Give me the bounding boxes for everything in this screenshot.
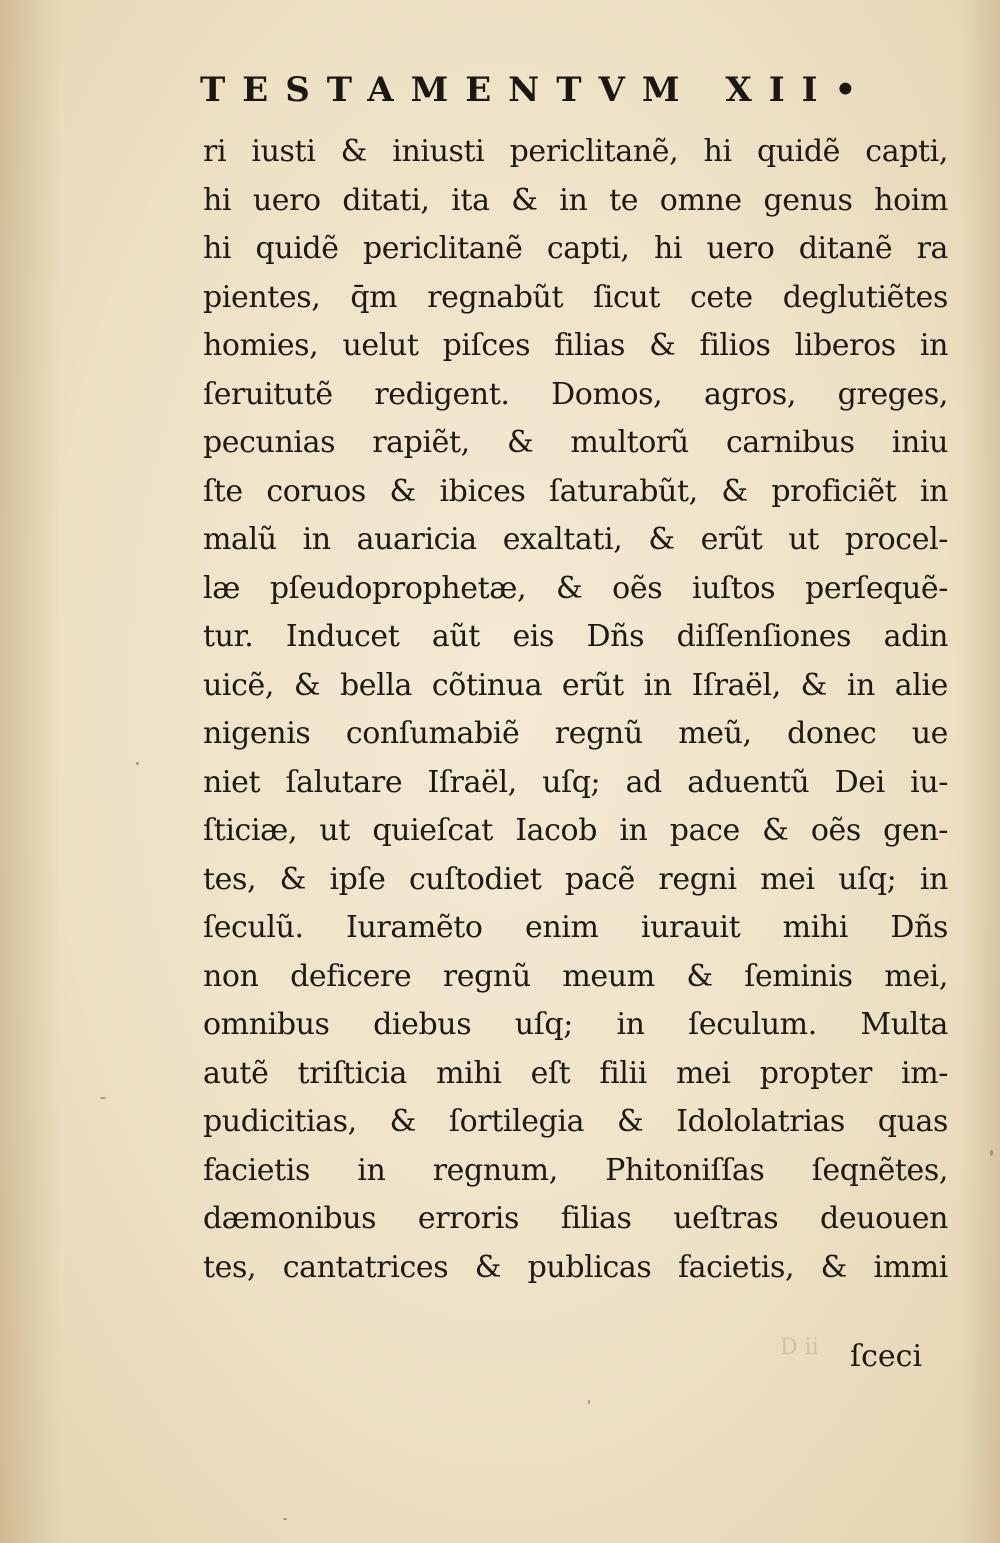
catchword: ſceci bbox=[850, 1339, 923, 1374]
text-line: malũ in auaricia exaltati, & erũt ut procel- bbox=[203, 522, 948, 557]
text-line: facietis in regnum, Phitoniſſas ſeqnẽtes, bbox=[203, 1152, 948, 1188]
text-line: læ pſeudoprophetæ, & oẽs iuſtos perſequẽ- bbox=[203, 570, 948, 606]
text-line: pecunias rapiẽt, & multorũ carnibus iniu bbox=[203, 425, 948, 460]
text-line: autẽ triſticia mihi eſt filii mei propter im- bbox=[203, 1055, 948, 1091]
text-line: nigenis conſumabiẽ regnũ meũ, donec ue bbox=[203, 716, 948, 751]
text-line: niet ſalutare Iſraël, uſq; ad aduentũ Dei iu- bbox=[203, 764, 948, 800]
text-line: ri iusti & iniusti periclitanẽ, hi quidẽ capti, bbox=[203, 134, 948, 169]
text-line: hi uero ditati, ita & in te omne genus hoim bbox=[203, 182, 948, 218]
running-header: TESTAMENTVM XII• bbox=[200, 70, 874, 110]
text-line: pientes, q̄m regnabũt ſicut cete deglutiẽtes bbox=[203, 279, 948, 315]
faint-signature-mark: D ii bbox=[780, 1335, 819, 1360]
paper-speck bbox=[283, 1518, 287, 1520]
text-line: tes, cantatrices & publicas facietis, & immi bbox=[203, 1249, 948, 1285]
text-line: omnibus diebus uſq; in ſeculum. Multa bbox=[203, 1007, 948, 1042]
text-line: uicẽ, & bella cõtinua erũt in Iſraël, & in alie bbox=[203, 667, 948, 703]
text-line: hi quidẽ periclitanẽ capti, hi uero ditanẽ ra bbox=[203, 231, 948, 266]
text-line: pudicitias, & ſortilegia & Idololatrias quas bbox=[203, 1104, 948, 1139]
paper-speck bbox=[588, 1400, 590, 1404]
text-line: homies, uelut piſces filias & filios liberos in bbox=[203, 328, 948, 363]
text-line: tes, & ipſe cuſtodiet pacẽ regni mei uſq; in bbox=[203, 861, 948, 897]
paper-speck bbox=[100, 1097, 106, 1099]
text-line: ſte coruos & ibices ſaturabũt, & proficiẽt in bbox=[203, 473, 948, 509]
paper-speck bbox=[136, 762, 139, 765]
text-line: dæmonibus erroris filias ueſtras deuouen bbox=[203, 1201, 948, 1236]
text-line: tur. Inducet aũt eis Dñs diſſenſiones adin bbox=[203, 619, 948, 654]
text-line: ſticiæ, ut quieſcat Iacob in pace & oẽs gen- bbox=[203, 813, 948, 848]
paper-speck bbox=[990, 1150, 993, 1156]
text-line: ſeculũ. Iuramẽto enim iurauit mihi Dñs bbox=[203, 910, 948, 945]
text-line: non deficere regnũ meum & ſeminis mei, bbox=[203, 958, 948, 994]
text-line: ſeruitutẽ redigent. Domos, agros, greges, bbox=[203, 376, 948, 412]
body-text bbox=[203, 128, 948, 1292]
